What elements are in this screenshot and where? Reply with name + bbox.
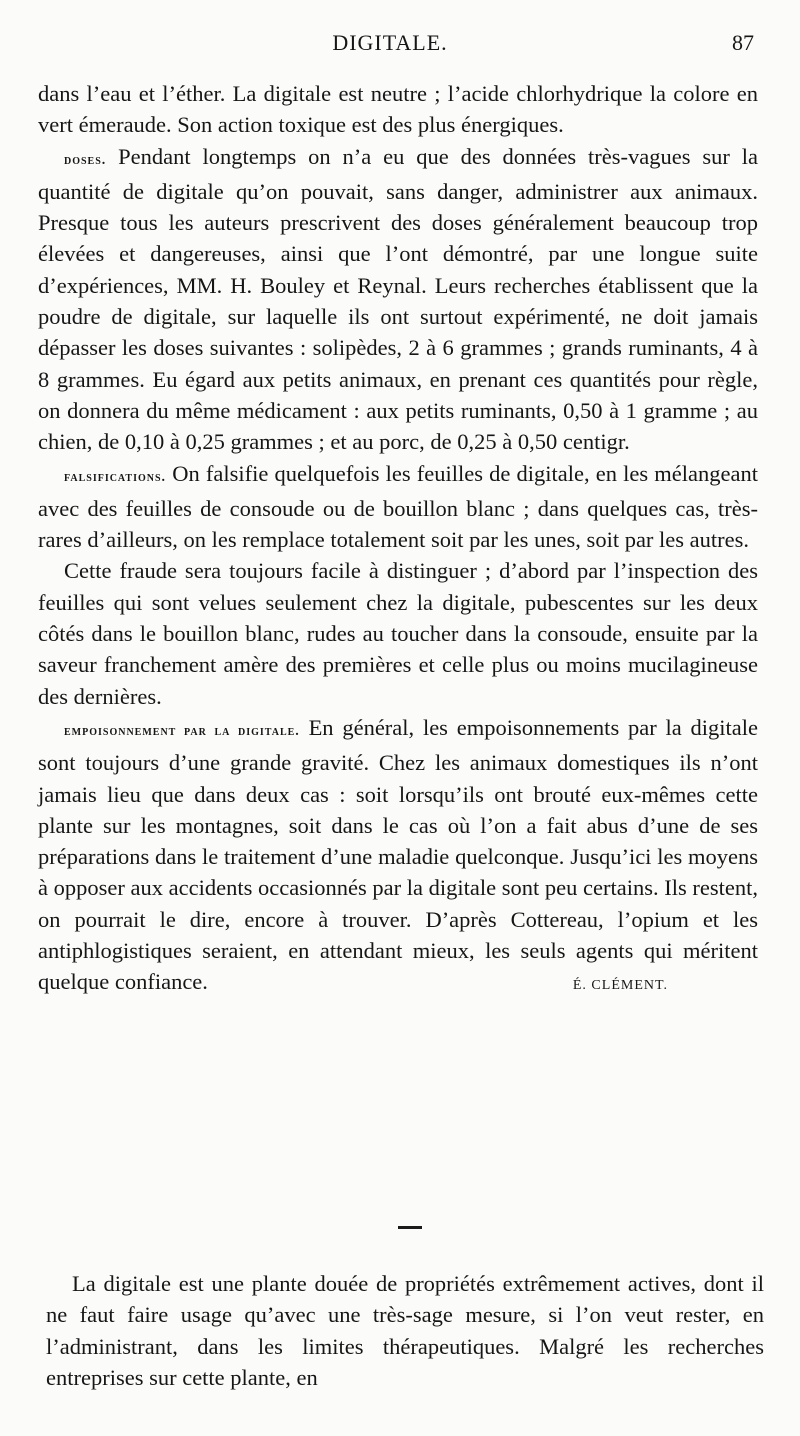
- paragraph-text: Cette fraude sera toujours facile à distinguer ; d’abord par l’inspection des feuilles qui sont velues seulement chez la digitale, pubescentes sur les deux côtés dans le bouillon blanc, rudes au toucher dans la consoude, ensuite par la saveur franchement amère des premières et celle plus ou moins mucilagineuse des dernières.: [38, 558, 758, 709]
- page-number: 87: [732, 30, 754, 55]
- paragraph-doses: [38, 141, 758, 458]
- section-label-empoisonnement: empoisonnement par la digitale.: [64, 723, 300, 739]
- paragraph-text: En général, les empoisonnements par la digitale sont toujours d’une grande gravité. Chez les animaux domestiques ils n’ont jamais lieu que dans deux cas : soit lorsqu’ils ont brouté eux-mêmes cette plante sur les montagnes, soit dans le cas où l’on a fait abus d’une de ses préparations dans le traitement d’une maladie quelconque. Jusqu’ici les moyens à opposer aux accidents occasionnés par la digitale sont peu certains. Ils restent, on pourrait le dire, encore à trouver. D’après Cottereau, l’opium et les antiphlogistiques seraient, en attendant mieux, les seuls agents qui méritent quelque confiance.: [38, 714, 758, 995]
- paragraph-text: On falsifie quelquefois les feuilles de digitale, en les mélangeant avec des feuilles de consoude ou de bouillon blanc ; dans quelques cas, très-rares d’ailleurs, on les remplace totalement soit par les unes, soit par les autres.: [38, 460, 758, 553]
- section-label-falsifications: falsifications.: [64, 469, 167, 485]
- section-label-doses: doses.: [64, 152, 107, 168]
- paragraph-text: Pendant longtemps on n’a eu que des données très-vagues sur la quantité de digitale qu’on pouvait, sans danger, administrer aux animaux. Presque tous les auteurs prescrivent des doses généralement beaucoup trop élevées et dangereuses, ainsi que l’ont démontré, par une longue suite d’expériences, MM. H. Bouley et Reynal. Leurs recherches établissent que la poudre de digitale, sur laquelle ils ont surtout expérimenté, ne doit jamais dépasser les doses suivantes : solipèdes, 2 à 6 grammes ; grands ruminants, 4 à 8 grammes. Eu égard aux petits animaux, en prenant ces quantités pour règle, on donnera du même médicament : aux petits ruminants, 0,50 à 1 gramme ; au chien, de 0,10 à 0,25 grammes ; et au porc, de 0,25 à 0,50 centigr.: [38, 143, 758, 455]
- paragraph-closing: La digitale est une plante douée de propriétés extrêmement actives, dont il ne faut faire usage qu’avec une très-sage mesure, si l’on veut rester, en l’administrant, dans les limites thérapeutiques. Malgré les recherches entreprises sur cette plante, en: [46, 1271, 764, 1390]
- paragraph-text: dans l’eau et l’éther. La digitale est neutre ; l’acide chlorhydrique la colore en vert émeraude. Son action toxique est des plus énergiques.: [38, 81, 758, 138]
- paragraph-fraude: [38, 555, 758, 711]
- closing-text: [46, 1268, 764, 1393]
- page-header: [0, 30, 800, 62]
- main-text: [38, 78, 758, 1002]
- paragraph-falsifications: [38, 458, 758, 556]
- paragraph-intro: [38, 78, 758, 141]
- author-signature: É. CLÉMENT.: [572, 978, 668, 994]
- running-title: DIGITALE.: [332, 30, 448, 55]
- section-divider: [398, 1226, 422, 1229]
- paragraph-empoisonnement: [38, 712, 758, 998]
